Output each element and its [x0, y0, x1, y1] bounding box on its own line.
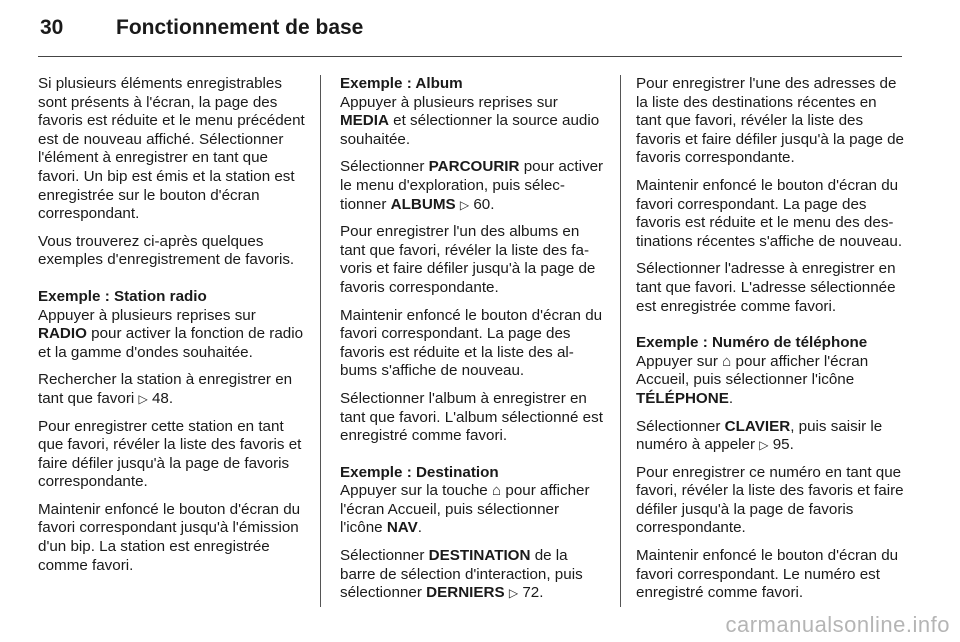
example-heading: Exemple : Album: [340, 75, 463, 92]
paragraph: Pour enregistrer ce numéro en tant que favori, révéler la liste des favoris et faire défiler jusqu'à la page de favoris correspondante.: [636, 463, 904, 537]
key-label: TÉLÉPHONE: [636, 389, 729, 407]
paragraph: Pour enregistrer l'un des albums en tant que favori, révéler la liste des favoris et faire défiler jusqu'à la page de favoris correspondante.: [340, 223, 596, 296]
paragraph: Maintenir enfoncé le bouton d'écran du favori correspondant. La page des favoris est réduite et la liste des albums s'affiche de nouveau.: [340, 306, 603, 380]
example-block: Exemple : Album Appuyer à plusieurs reprises sur MEDIA et sélectionner la source audio souhaitée.: [340, 75, 605, 149]
example-block: Exemple : Station radio Appuyer à plusieurs reprises sur RADIO pour activer la fonction de radio et la gamme d'ondes souhaitée.: [38, 288, 306, 362]
paragraph: Vous trouverez ci-après quelques exemples d'enregistrement de favoris.: [38, 232, 295, 269]
triangle-reference-icon: ▷: [508, 586, 519, 601]
paragraph: Maintenir enfoncé le bouton d'écran du favori correspondant. Le numéro est enregistré comme favori.: [636, 547, 899, 602]
example-heading: Exemple : Destination: [340, 463, 499, 481]
page-reference: 60.: [473, 195, 495, 213]
paragraph: Rechercher la station à enregistrer en tant que favori ▷ 48.: [38, 371, 293, 407]
key-label: CLAVIER: [724, 417, 791, 435]
page-reference: 72.: [522, 584, 544, 602]
example-heading: Exemple : Station radio: [38, 287, 207, 305]
triangle-reference-icon: ▷: [138, 391, 148, 406]
example-heading: Exemple : Numéro de téléphone: [636, 334, 868, 352]
paragraph: Sélectionner CLAVIER, puis saisir le numéro à appeler ▷ 95.: [636, 417, 883, 454]
key-label: DESTINATION: [428, 547, 531, 565]
column-divider: [320, 75, 321, 607]
key-label: PARCOURIR: [428, 158, 520, 176]
page-header: [40, 16, 920, 50]
key-label: MEDIA: [340, 112, 389, 130]
key-label: DERNIERS: [426, 584, 505, 602]
home-icon: ⌂: [722, 352, 732, 370]
watermark-text: carmanualsonline.info: [725, 612, 950, 637]
column-3: [636, 75, 904, 612]
column-1: [38, 75, 306, 584]
paragraph: Si plusieurs éléments enregistrables sont présents à l'écran, la page des favoris est réduite et le menu précédent est de nouveau affiché. Sélectionner l'élément à enregistrer en tant que favori. Un bip est émis et la station est enregistrée sur le bouton d'écran correspondant.: [38, 75, 305, 223]
key-label: ALBUMS: [390, 195, 456, 213]
paragraph: Sélectionner DESTINATION de la barre de sélection d'interaction, puis sélectionner DERNIERS ▷ 72.: [340, 547, 583, 602]
page-number: 30: [40, 16, 64, 39]
example-block: Exemple : Numéro de téléphone Appuyer sur ⌂ pour afficher l'écran Accueil, puis sélectionner l'icône TÉLÉPHONE.: [636, 334, 904, 408]
column-2: [340, 75, 605, 612]
triangle-reference-icon: ▷: [759, 438, 769, 453]
paragraph: Maintenir enfoncé le bouton d'écran du favori correspondant jusqu'à l'émission d'un bip. La station est enregistrée comme favori.: [38, 500, 301, 574]
paragraph: Maintenir enfoncé le bouton d'écran du favori correspondant. La page des favoris est réduite et le menu des destinations récentes s'affiche de nouveau.: [636, 176, 903, 250]
page-title: Fonctionnement de base: [116, 16, 364, 39]
paragraph: Sélectionner l'album à enregistrer en tant que favori. L'album sélectionné est enregistré comme favori.: [340, 389, 603, 445]
key-label: RADIO: [38, 325, 87, 343]
home-icon: ⌂: [491, 482, 502, 500]
example-block: Exemple : Destination Appuyer sur la touche ⌂ pour afficher l'écran Accueil, puis sélectionner l'icône NAV.: [340, 464, 605, 538]
paragraph: Pour enregistrer cette station en tant que favori, révéler la liste des favoris et faire défiler jusqu'à la page de favoris correspondante.: [38, 417, 302, 491]
paragraph: Pour enregistrer l'une des adresses de la liste des destinations récentes en tant que favori, révéler la liste des favoris et faire défiler jusqu'à la page de favoris correspondante.: [636, 75, 904, 167]
page-reference: 48.: [151, 389, 174, 407]
key-label: NAV: [386, 519, 418, 537]
header-rule: [38, 56, 902, 57]
column-divider: [620, 75, 621, 607]
page-reference: 95.: [772, 436, 794, 454]
paragraph: Sélectionner PARCOURIR pour activer le menu d'exploration, puis sélectionner ALBUMS ▷ 60.: [340, 158, 604, 213]
triangle-reference-icon: ▷: [459, 197, 470, 212]
paragraph: Sélectionner l'adresse à enregistrer en tant que favori. L'adresse sélectionnée est enregistrée comme favori.: [636, 260, 896, 315]
